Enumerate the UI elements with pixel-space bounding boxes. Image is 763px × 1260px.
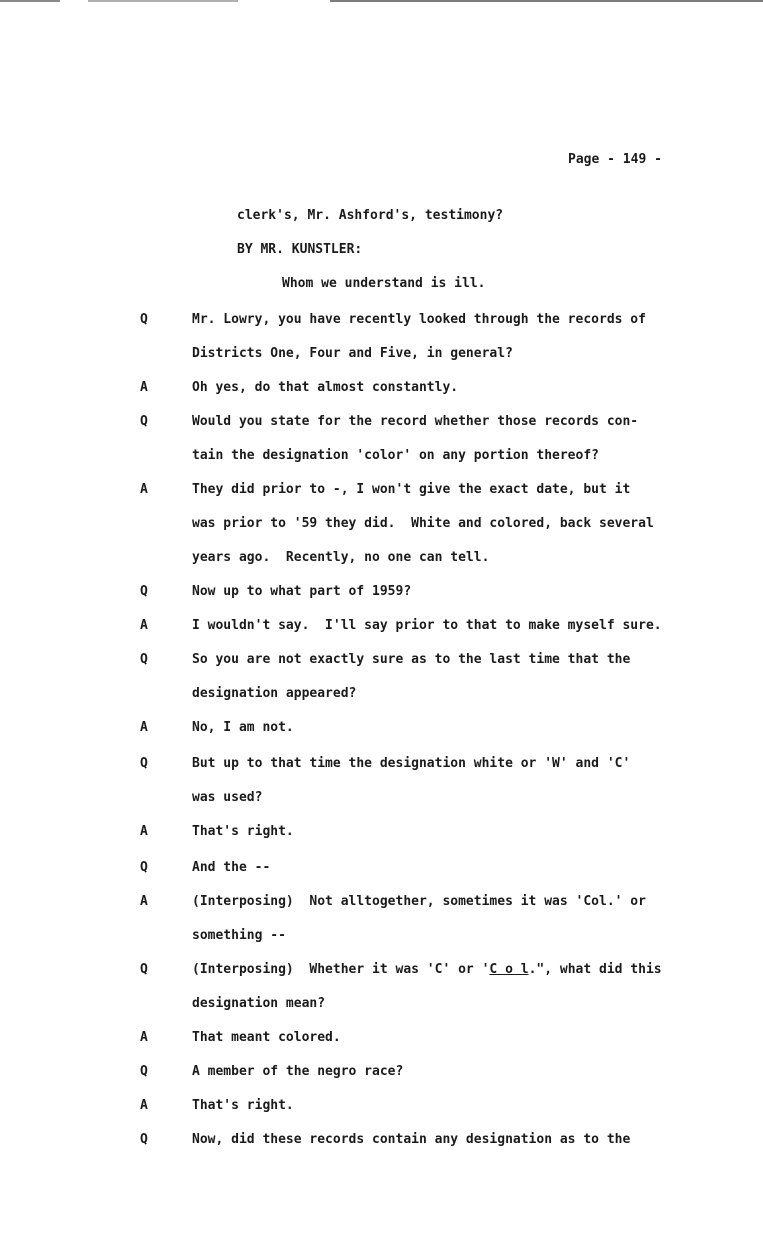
transcript-line: No, I am not.: [192, 720, 294, 735]
top-rule-left: [0, 0, 60, 2]
transcript-line: They did prior to -, I won't give the exact date, but it: [192, 482, 631, 497]
transcript-line: Would you state for the record whether those records con-: [192, 414, 639, 429]
transcript-line: And the --: [192, 860, 271, 875]
speaker-label: A: [140, 1098, 148, 1113]
speaker-label: A: [140, 618, 148, 633]
transcript-line: clerk's, Mr. Ashford's, testimony?: [237, 208, 504, 223]
speaker-label: A: [140, 720, 148, 735]
transcript-line: So you are not exactly sure as to the last time that the: [192, 652, 631, 667]
transcript-line: That's right.: [192, 1098, 294, 1113]
speaker-label: A: [140, 380, 148, 395]
speaker-label: Q: [140, 1064, 148, 1079]
speaker-label: Q: [140, 584, 148, 599]
top-rule-mid: [88, 0, 238, 2]
text-segment: (Interposing) Whether it was 'C' or ': [192, 962, 490, 977]
speaker-label: Q: [140, 414, 148, 429]
transcript-line: was used?: [192, 790, 263, 805]
transcript-line: Now up to what part of 1959?: [192, 584, 412, 599]
text-segment: .", what did this: [528, 962, 662, 977]
transcript-line: (Interposing) Not alltogether, sometimes it was 'Col.' or: [192, 894, 646, 909]
transcript-line: BY MR. KUNSTLER:: [237, 242, 363, 257]
transcript-line: But up to that time the designation white or 'W' and 'C': [192, 756, 631, 771]
transcript-line: years ago. Recently, no one can tell.: [192, 550, 490, 565]
transcript-line: designation mean?: [192, 996, 326, 1011]
transcript-line: designation appeared?: [192, 686, 357, 701]
transcript-line-mixed: [192, 962, 662, 977]
transcript-line: That meant colored.: [192, 1030, 341, 1045]
speaker-label: A: [140, 1030, 148, 1045]
transcript-line: A member of the negro race?: [192, 1064, 404, 1079]
transcript-line: Mr. Lowry, you have recently looked through the records of: [192, 312, 646, 327]
speaker-label: A: [140, 894, 148, 909]
top-rule-right: [330, 0, 763, 2]
transcript-line: That's right.: [192, 824, 294, 839]
transcript-line: Districts One, Four and Five, in general?: [192, 346, 513, 361]
speaker-label: A: [140, 824, 148, 839]
underlined-text: C o l: [489, 962, 529, 977]
transcript-line: Oh yes, do that almost constantly.: [192, 380, 459, 395]
speaker-label: Q: [140, 962, 148, 977]
speaker-label: Q: [140, 756, 148, 771]
page-number: Page - 149 -: [568, 152, 662, 167]
transcript-line: was prior to '59 they did. White and colored, back several: [192, 516, 654, 531]
transcript-line: something --: [192, 928, 286, 943]
transcript-line: Whom we understand is ill.: [282, 276, 486, 291]
speaker-label: Q: [140, 652, 148, 667]
transcript-line: tain the designation 'color' on any portion thereof?: [192, 448, 599, 463]
transcript-line: Now, did these records contain any designation as to the: [192, 1132, 631, 1147]
speaker-label: A: [140, 482, 148, 497]
transcript-line: I wouldn't say. I'll say prior to that to make myself sure.: [192, 618, 662, 633]
speaker-label: Q: [140, 312, 148, 327]
speaker-label: Q: [140, 1132, 148, 1147]
speaker-label: Q: [140, 860, 148, 875]
